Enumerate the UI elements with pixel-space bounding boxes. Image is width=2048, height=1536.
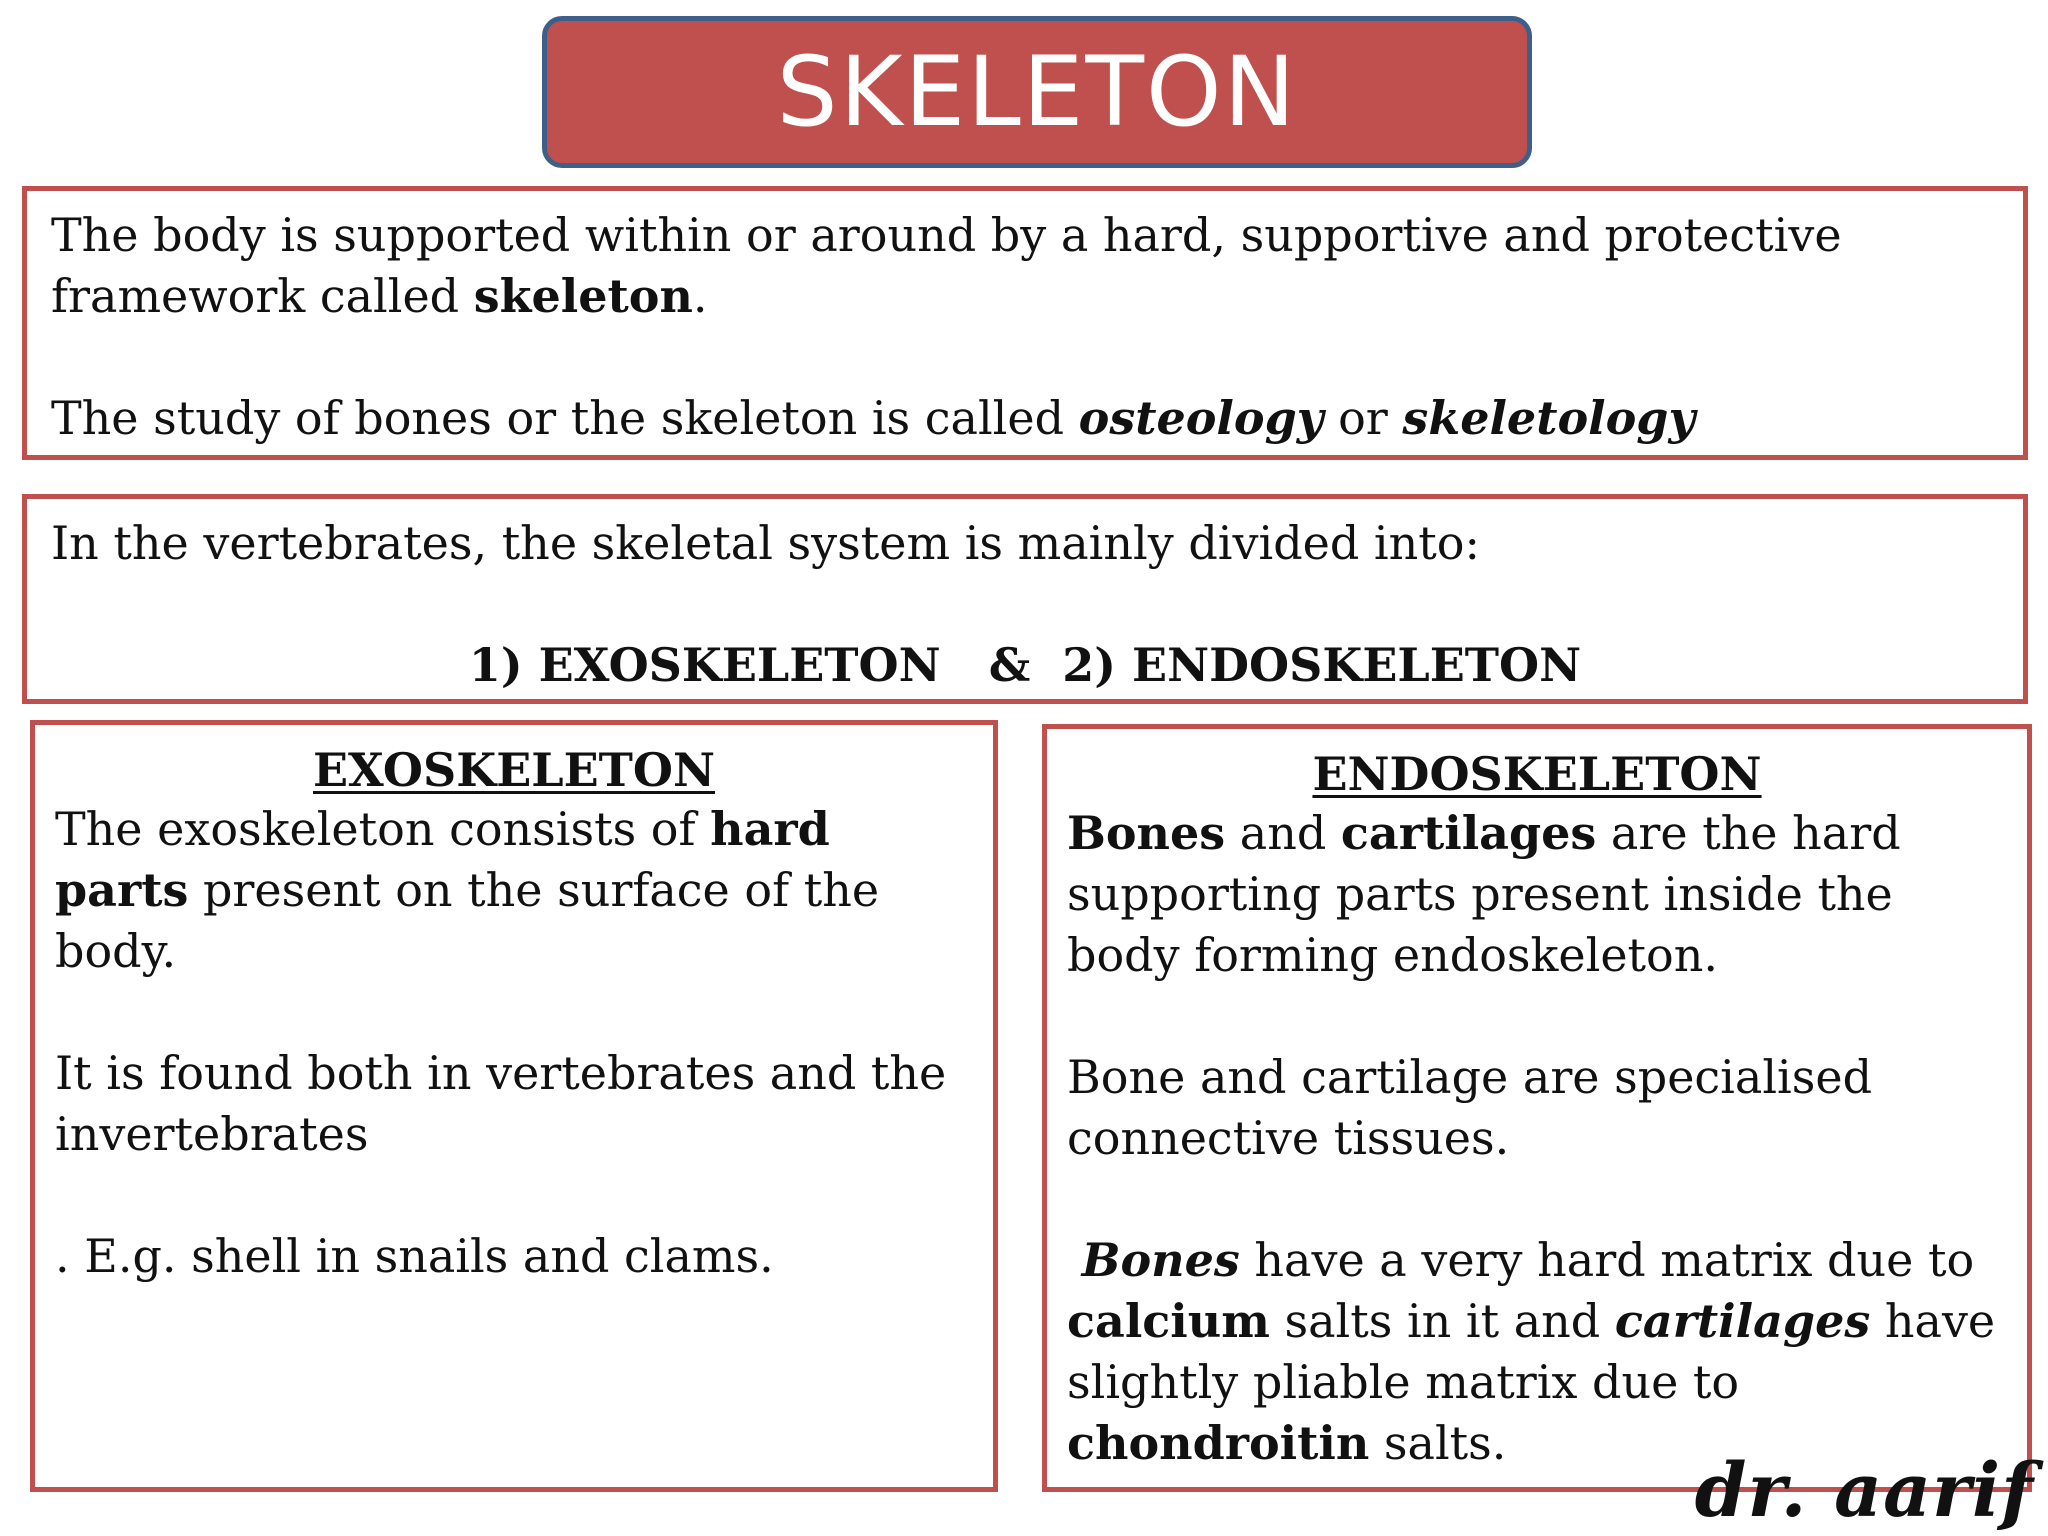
exoskeleton-box: [30, 720, 998, 1492]
intro-paragraph-study: [51, 388, 1999, 449]
title-banner: [542, 16, 1532, 168]
endoskeleton-paragraph-matrix: [1067, 1230, 2010, 1474]
endo-and: and: [1225, 806, 1341, 860]
division-box: [22, 494, 2028, 704]
endo-text-end: are the hard supporting parts present inside the body forming endoskeleton.: [1067, 806, 1901, 982]
intro-text: The body is supported within or around by a hard, supportive and protective framework called: [51, 208, 1842, 323]
division-types: 1) EXOSKELETON & 2) ENDOSKELETON: [468, 638, 1582, 692]
term-cartilages: cartilages: [1340, 806, 1597, 860]
term-bones: Bones: [1067, 806, 1226, 860]
endoskeleton-heading: ENDOSKELETON: [1312, 747, 1762, 801]
matrix-lead: [1067, 1233, 1082, 1287]
exoskeleton-paragraph-occurrence: It is found both in vertebrates and the invertebrates: [55, 1046, 947, 1161]
study-or: or: [1323, 391, 1403, 445]
term-cartilages-italic: cartilages: [1614, 1294, 1871, 1348]
term-chondroitin: chondroitin: [1067, 1416, 1370, 1470]
term-skeletology: skeletology: [1402, 391, 1696, 445]
intro-box: [22, 186, 2028, 460]
matrix-text-3: have slightly pliable matrix due to: [1067, 1294, 2010, 1409]
spacer: [1067, 1169, 2007, 1230]
intro-paragraph-definition: [51, 205, 1999, 327]
matrix-text-2: salts in it and: [1269, 1294, 1615, 1348]
endoskeleton-paragraph-definition: [1067, 803, 2007, 986]
spacer: [1067, 986, 2007, 1047]
intro-text-end: .: [692, 269, 708, 323]
endoskeleton-box: [1042, 724, 2032, 1492]
author-signature: dr. aarif: [1694, 1448, 2034, 1534]
study-text: The study of bones or the skeleton is called: [51, 391, 1079, 445]
term-osteology: osteology: [1078, 391, 1324, 445]
spacer: [55, 982, 973, 1043]
spacer: [55, 1165, 973, 1226]
exo-text-end: present on the surface of the body.: [55, 863, 880, 978]
exo-text: The exoskeleton consists of: [55, 802, 711, 856]
term-hard-parts: hard parts: [55, 802, 830, 917]
division-lead: In the vertebrates, the skeletal system is mainly divided into:: [51, 516, 1480, 570]
matrix-text-1: have a very hard matrix due to: [1239, 1233, 1989, 1287]
matrix-text-4: salts.: [1369, 1416, 1507, 1470]
endoskeleton-paragraph-tissues: Bone and cartilage are specialised connective tissues.: [1067, 1050, 1873, 1165]
exoskeleton-heading: EXOSKELETON: [312, 743, 716, 797]
exoskeleton-paragraph-definition: [55, 799, 973, 982]
exoskeleton-paragraph-example: . E.g. shell in snails and clams.: [55, 1229, 774, 1283]
term-bones-italic: Bones: [1081, 1233, 1240, 1287]
term-skeleton: skeleton: [473, 269, 693, 323]
term-calcium: calcium: [1067, 1294, 1270, 1348]
spacer: [51, 327, 1999, 388]
page-title: SKELETON: [776, 36, 1298, 148]
